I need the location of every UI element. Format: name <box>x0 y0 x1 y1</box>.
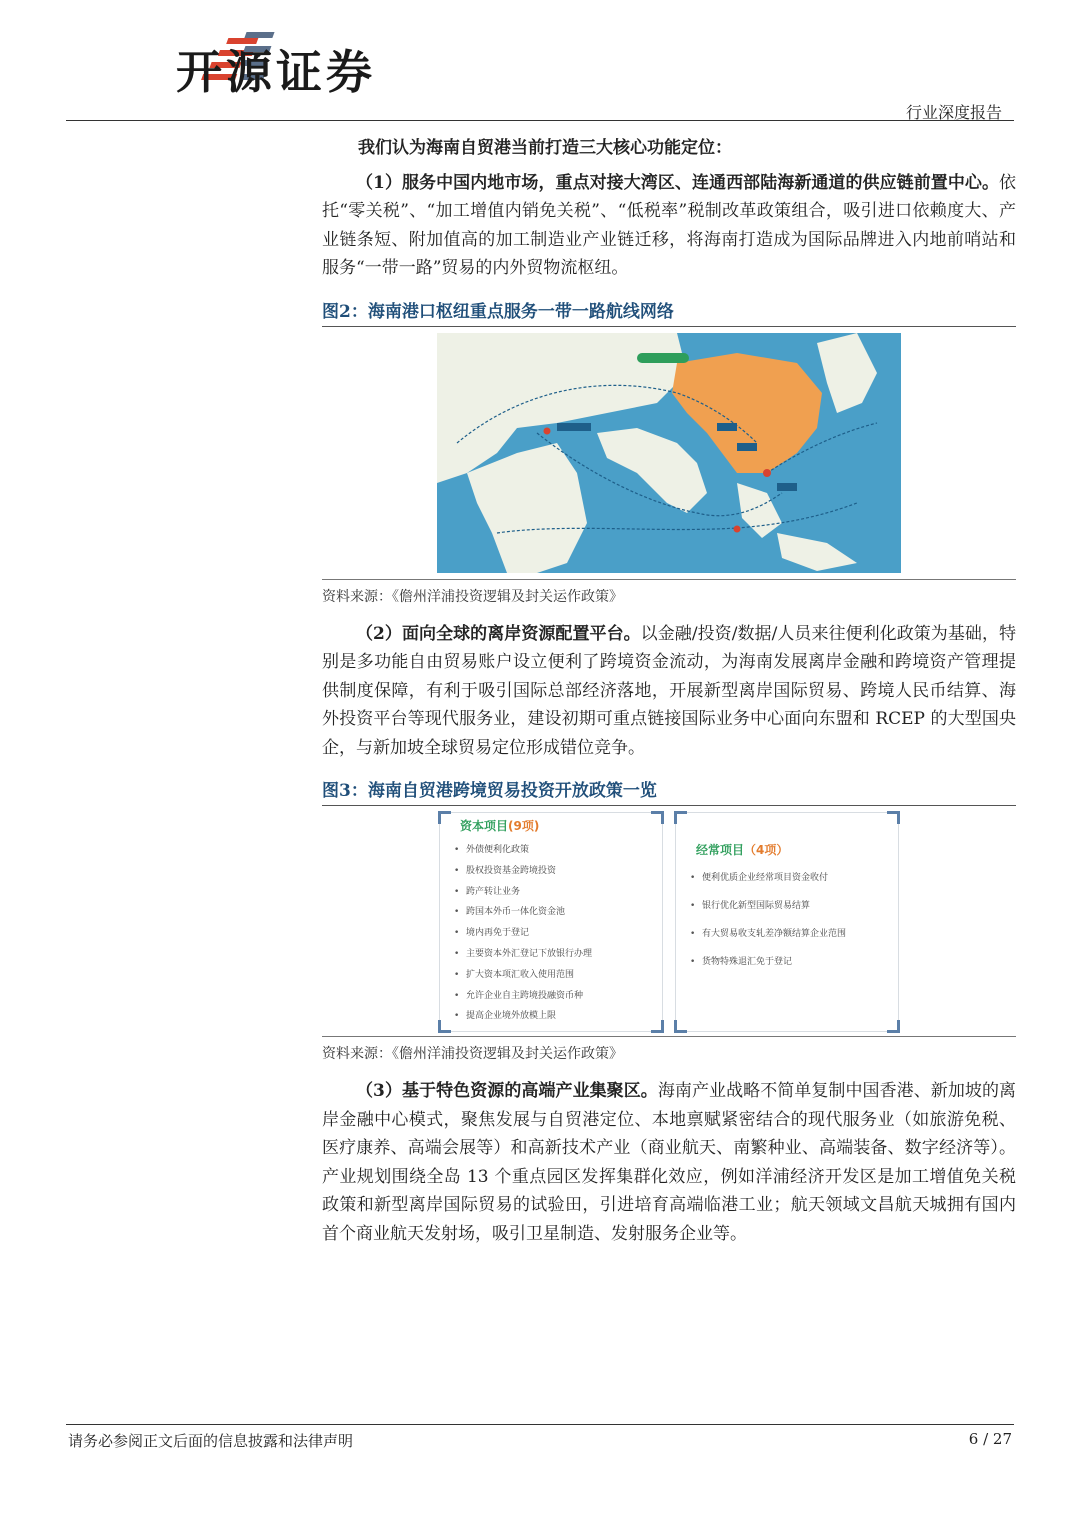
intro-heading: 我们认为海南自贸港当前打造三大核心功能定位： <box>358 138 732 158</box>
figure-3-source: 资料来源：《儋州洋浦投资逻辑及封关运作政策》 <box>322 1046 623 1062</box>
list-item: • 扩大资本项汇收入使用范围 <box>466 965 662 986</box>
belt-road-route-map <box>437 333 901 573</box>
section-3-paragraph <box>322 1077 1016 1248</box>
list-item: • 跨国本外币一体化资金池 <box>466 902 662 923</box>
figure-2 <box>322 333 1016 580</box>
current-items-title <box>696 841 898 858</box>
current-items-list <box>676 864 898 976</box>
main-content <box>322 134 1016 1248</box>
footer-divider <box>66 1424 1014 1425</box>
list-item: • 境内再免于登记 <box>466 923 662 944</box>
capital-items-title <box>460 817 662 834</box>
current-items-panel <box>675 812 899 1032</box>
figure-2-title: 图2：海南港口枢纽重点服务一带一路航线网络 <box>322 297 1016 327</box>
section-2-lead: （2）面向全球的离岸资源配置平台。 <box>356 623 641 644</box>
figure-2-source: 资料来源：《儋州洋浦投资逻辑及封关运作政策》 <box>322 588 623 605</box>
figure-3-title: 图3：海南自贸港跨境贸易投资开放政策一览 <box>322 776 1016 806</box>
list-item: • 便利优质企业经常项目资金收付 <box>702 864 898 892</box>
page-number: 6 / 27 <box>968 1430 1012 1448</box>
brand-name: 开源证券 <box>176 45 376 99</box>
section-2-paragraph <box>322 620 1016 763</box>
section-1-lead: （1）服务中国内地市场，重点对接大湾区、连通西部陆海新通道的供应链前置中心。 <box>356 172 999 193</box>
list-item: • 外债便利化政策 <box>466 840 662 861</box>
capital-items-panel <box>439 812 663 1032</box>
current-count: （4项） <box>744 843 789 857</box>
policy-panels <box>322 806 1016 1036</box>
capital-title-text: 资本项目 <box>460 819 509 833</box>
current-title-text: 经常项目 <box>696 843 745 857</box>
list-item: • 银行优化新型国际贸易结算 <box>702 892 898 920</box>
list-item: • 允许企业自主跨境投融资币种 <box>466 986 662 1007</box>
section-3-text: 海南产业战略不简单复制中国香港、新加坡的离岸金融中心模式，聚焦发展与自贸港定位、本地禀赋紧密结合的现代服务业（如旅游免税、医疗康养、高端会展等）和高新技术产业（商业航天、南繁种业、高端装备、数字经济等）。产业规划围绕全岛 13 个重点园区发挥集群化效应，例如洋浦经济开发区是加工增值免关税政策和新型离岸国际贸易的试验田，引进培育高端临港工业；航天领域文昌航天城拥有国内首个商业航天发射场，吸引卫星制造、发射服务企业等。 <box>322 1081 1017 1244</box>
header-divider <box>66 120 1014 121</box>
list-item: • 提高企业境外放模上限 <box>466 1006 662 1027</box>
list-item: • 主要资本外汇登记下放银行办理 <box>466 944 662 965</box>
section-3-lead: （3）基于特色资源的高端产业集聚区。 <box>356 1081 658 1101</box>
list-item: • 股权投资基金跨境投资 <box>466 861 662 882</box>
footer-disclaimer: 请务必参阅正文后面的信息披露和法律声明 <box>68 1432 354 1450</box>
section-1-text: 依托“零关税”、“加工增值内销免关税”、“低税率”税制改革政策组合，吸引进口依赖度大、产业链条短、附加值高的加工制造业产业链迁移，将海南打造成为国际品牌进入内地前哨站和服务“一带一路”贸易的内外贸物流枢纽。 <box>322 172 1016 278</box>
section-1-paragraph <box>322 169 1016 283</box>
capital-items-list <box>440 840 662 1027</box>
list-item: • 有大贸易收支轧差净额结算企业范围 <box>702 920 898 948</box>
report-type-label: 行业深度报告 <box>905 103 1002 122</box>
section-2-text: 以金融/投资/数据/人员来往便利化政策为基础，特别是多功能自由贸易账户设立便利了跨境资金流动，为海南发展离岸金融和跨境资产管理提供制度保障，有利于吸引国际总部经济落地，开展新型离岸国际贸易、跨境人民币结算、海外投资平台等现代服务业，建设初期可重点链接国际业务中心面向东盟和 RCEP 的大型国央企，与新加坡全球贸易定位形成错位竞争。 <box>322 623 1016 758</box>
capital-count: (9项) <box>508 819 540 833</box>
list-item: • 货物特殊退汇免于登记 <box>702 948 898 976</box>
list-item: • 跨产转让业务 <box>466 882 662 903</box>
figure-3 <box>322 806 1016 1037</box>
